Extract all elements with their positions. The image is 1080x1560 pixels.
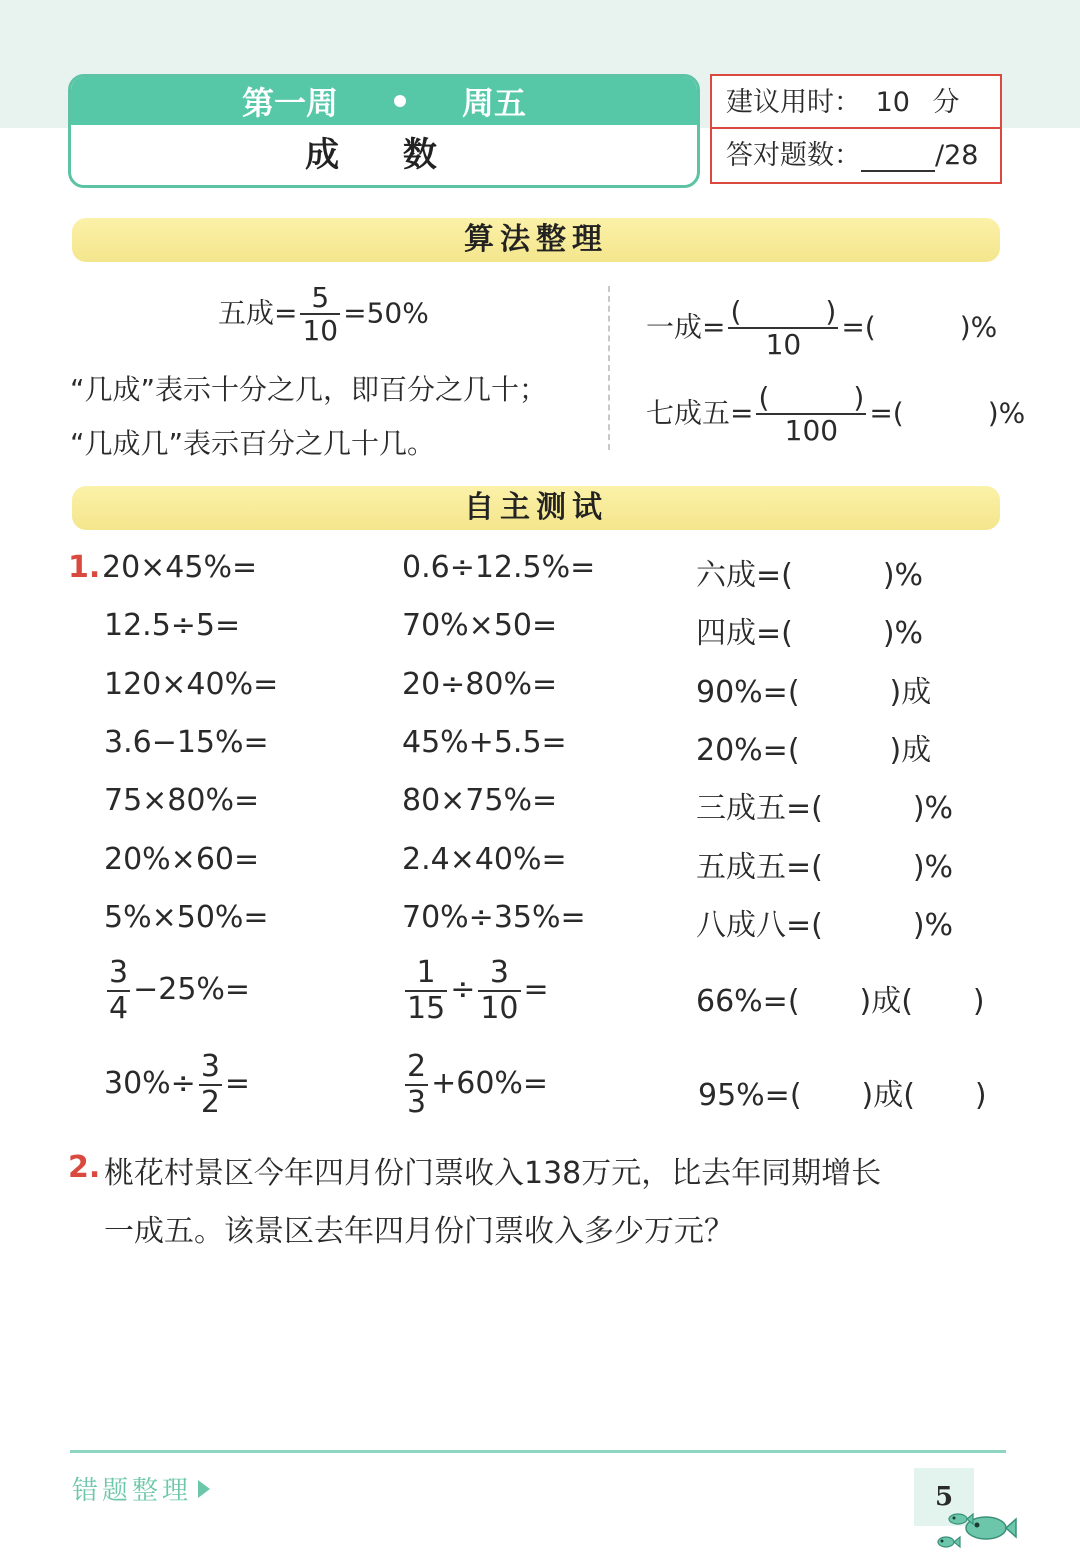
r1-numerator-blank[interactable]: ( ) bbox=[730, 295, 837, 328]
fraction-denominator: 3 bbox=[407, 1084, 427, 1120]
divide-operator: ÷ bbox=[450, 972, 476, 1008]
day-label: 周五 bbox=[462, 84, 527, 122]
q1-item-r8c1[interactable] bbox=[104, 956, 250, 1025]
fraction bbox=[107, 956, 130, 1025]
r1-suffix[interactable]: =( )% bbox=[841, 310, 998, 344]
q1-item-r5c2[interactable]: 80×75%= bbox=[402, 783, 558, 818]
expression-suffix: = bbox=[523, 972, 549, 1008]
fraction bbox=[405, 956, 447, 1025]
method-note-1: “几成”表示十分之几，即百分之几十； bbox=[70, 373, 548, 406]
fraction bbox=[478, 956, 520, 1025]
info-box bbox=[710, 74, 1002, 184]
footer-divider bbox=[70, 1450, 1006, 1453]
suggest-time-value: 10 bbox=[875, 87, 910, 118]
page-title: 成 数 bbox=[305, 135, 463, 175]
suggest-time-row bbox=[712, 76, 1000, 129]
example-prefix: 五成= bbox=[218, 296, 298, 330]
week-label: 第一周 bbox=[241, 84, 338, 122]
suggest-time-label: 建议用时： bbox=[726, 87, 861, 118]
q1-item-r1c2[interactable]: 0.6÷12.5%= bbox=[402, 550, 596, 585]
mistake-review-text: 错题整理 bbox=[72, 1476, 193, 1506]
title-card bbox=[68, 74, 700, 188]
method-right-1 bbox=[646, 296, 997, 361]
q1-item-r8c2[interactable] bbox=[402, 956, 549, 1025]
question-2-number: 2. bbox=[68, 1150, 101, 1185]
expression-suffix: +60%= bbox=[431, 1066, 549, 1102]
q1-item-r9c3[interactable]: 95%=( )成( ) bbox=[698, 1078, 987, 1113]
r2-denominator: 100 bbox=[784, 414, 839, 448]
q1-item-r4c2[interactable]: 45%+5.5= bbox=[402, 725, 567, 760]
title-band bbox=[71, 77, 697, 125]
fish-icon bbox=[928, 1506, 1018, 1554]
answer-count-label: 答对题数： bbox=[726, 140, 861, 171]
q1-item-r8c3[interactable]: 66%=( )成( ) bbox=[696, 984, 985, 1019]
fraction-numerator: 2 bbox=[407, 1049, 427, 1084]
example-fraction bbox=[300, 282, 340, 347]
q1-item-r3c1[interactable]: 120×40%= bbox=[104, 667, 279, 702]
fraction-denominator: 10 bbox=[480, 990, 519, 1026]
fraction-numerator: 3 bbox=[109, 955, 129, 990]
method-divider bbox=[608, 286, 610, 450]
q1-item-r6c2[interactable]: 2.4×40%= bbox=[402, 842, 567, 877]
mistake-review-label bbox=[72, 1470, 210, 1507]
method-note-2: “几成几”表示百分之几十几。 bbox=[70, 427, 436, 460]
answer-count-row bbox=[712, 129, 1000, 182]
q1-item-r1c3[interactable]: 六成=( )% bbox=[696, 558, 924, 593]
play-arrow-icon bbox=[198, 1480, 210, 1498]
r1-fraction bbox=[728, 296, 838, 361]
fraction bbox=[199, 1050, 222, 1119]
fraction-denominator: 2 bbox=[200, 1084, 220, 1120]
page-number: 5 bbox=[914, 1468, 974, 1526]
q1-item-r2c2[interactable]: 70%×50= bbox=[402, 608, 558, 643]
q1-item-r7c1[interactable]: 5%×50%= bbox=[104, 900, 269, 935]
q1-item-r2c1[interactable]: 12.5÷5= bbox=[104, 608, 241, 643]
q1-item-r5c3[interactable]: 三成五=( )% bbox=[696, 791, 954, 826]
fraction-numerator: 1 bbox=[416, 955, 436, 990]
r2-fraction bbox=[756, 382, 866, 447]
r2-numerator-blank[interactable]: ( ) bbox=[758, 381, 865, 414]
q1-item-r4c3[interactable]: 20%=( )成 bbox=[696, 733, 932, 768]
q1-item-r7c3[interactable]: 八成八=( )% bbox=[696, 908, 954, 943]
method-example bbox=[218, 282, 429, 347]
answer-area[interactable] bbox=[104, 1262, 1004, 1432]
expression-suffix: −25%= bbox=[133, 972, 251, 1008]
expression-prefix: 30%÷ bbox=[104, 1066, 196, 1102]
q1-item-r6c1[interactable]: 20%×60= bbox=[104, 842, 260, 877]
method-right-2 bbox=[646, 382, 1025, 447]
q1-item-r9c2[interactable] bbox=[402, 1050, 548, 1119]
q1-item-r6c3[interactable]: 五成五=( )% bbox=[696, 850, 954, 885]
fraction-denominator: 4 bbox=[109, 990, 129, 1026]
r2-prefix: 七成五= bbox=[646, 396, 754, 430]
suggest-time-unit: 分 bbox=[932, 87, 960, 118]
q1-item-r7c2[interactable]: 70%÷35%= bbox=[402, 900, 586, 935]
question-2-line-2: 一成五。该景区去年四月份门票收入多少万元？ bbox=[104, 1214, 734, 1249]
q1-item-r3c3[interactable]: 90%=( )成 bbox=[696, 675, 932, 710]
fraction-denominator: 15 bbox=[407, 990, 446, 1026]
r2-suffix[interactable]: =( )% bbox=[869, 396, 1026, 430]
answer-count-total: /28 bbox=[935, 140, 979, 171]
q1-item-r5c1[interactable]: 75×80%= bbox=[104, 783, 260, 818]
q1-item-r1c1[interactable]: 20×45%= bbox=[102, 550, 258, 585]
r1-prefix: 一成= bbox=[646, 310, 726, 344]
q1-item-r3c2[interactable]: 20÷80%= bbox=[402, 667, 558, 702]
q1-item-r9c1[interactable] bbox=[104, 1050, 250, 1119]
question-2-line-1: 桃花村景区今年四月份门票收入138万元，比去年同期增长 bbox=[104, 1156, 882, 1191]
fraction-denominator: 10 bbox=[302, 314, 339, 348]
answer-count-blank[interactable] bbox=[861, 142, 935, 172]
fraction bbox=[405, 1050, 428, 1119]
section-method-bar: 算法整理 bbox=[72, 218, 1000, 262]
question-1-number: 1. bbox=[68, 550, 101, 585]
expression-suffix: = bbox=[224, 1066, 251, 1102]
r1-denominator: 10 bbox=[765, 328, 802, 362]
example-suffix: =50% bbox=[343, 296, 429, 330]
fraction-numerator: 3 bbox=[489, 955, 509, 990]
dot-separator bbox=[394, 95, 406, 107]
q1-item-r4c1[interactable]: 3.6−15%= bbox=[104, 725, 269, 760]
fraction-numerator: 5 bbox=[311, 281, 330, 314]
fraction-numerator: 3 bbox=[200, 1049, 220, 1084]
q1-item-r2c3[interactable]: 四成=( )% bbox=[696, 616, 924, 651]
section-test-bar: 自主测试 bbox=[72, 486, 1000, 530]
